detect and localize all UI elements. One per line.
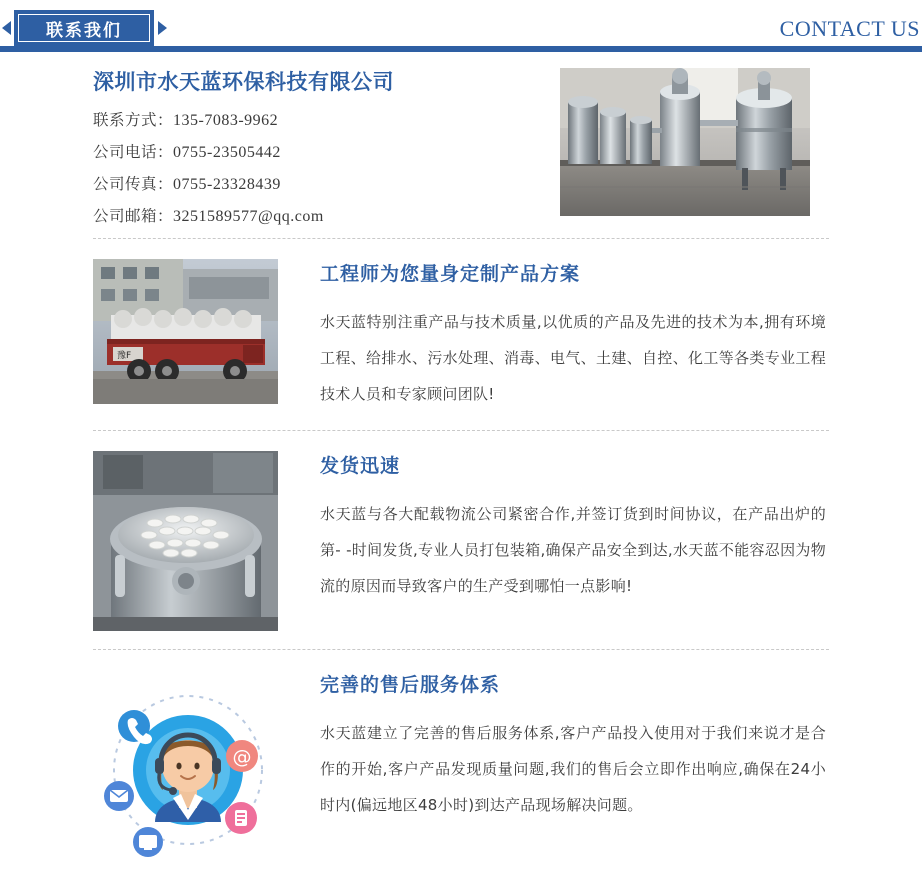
header-english-title: CONTACT US xyxy=(779,16,920,41)
contact-row-fax xyxy=(93,172,533,194)
facility-photo-art xyxy=(560,68,810,216)
contact-value-fax: 0755-23328439 xyxy=(173,176,281,193)
tab-inner-border xyxy=(18,14,150,42)
feature-row-fast-delivery xyxy=(0,431,922,649)
truck-photo-art xyxy=(93,259,278,404)
company-name: 深圳市水天蓝环保科技有限公司 xyxy=(93,70,394,94)
company-details xyxy=(93,66,533,236)
feature-title-custom-solution: 工程师为您量身定制产品方案 xyxy=(320,263,581,285)
contact-row-mobile xyxy=(93,108,533,130)
svg-text:豫F: 豫F xyxy=(117,351,132,361)
contact-label-fax: 公司传真： xyxy=(93,175,174,193)
feature-body-custom-solution: 水天蓝特别注重产品与技术质量,以优质的产品及先进的技术为本,拥有环境工程、给排水、污水处理、消毒、电气、土建、自控、化工等各类专业工程技术人员和专家顾问团队! xyxy=(320,313,826,403)
company-facility-photo xyxy=(560,68,810,216)
feature-photo-filter xyxy=(93,451,278,631)
contact-label-email: 公司邮箱： xyxy=(93,207,174,225)
header-underline xyxy=(0,46,922,49)
customer-service-illustration xyxy=(93,670,278,860)
page-header xyxy=(0,0,922,52)
contact-label-mobile: 联系方式： xyxy=(93,111,174,129)
svg-text:@: @ xyxy=(232,746,252,768)
filter-photo-art xyxy=(93,451,278,631)
contact-row-email xyxy=(93,204,533,226)
feature-body-after-sales: 水天蓝建立了完善的售后服务体系,客户产品投入使用对于我们来说才是合作的开始,客户产品发现质量问题,我们的售后会立即作出响应,确保在24小时内(偏远地区48小时)到达产品现场解决问题。 xyxy=(320,724,826,814)
feature-row-after-sales xyxy=(0,650,922,878)
feature-title-after-sales: 完善的售后服务体系 xyxy=(320,674,501,696)
feature-row-custom-solution xyxy=(0,239,922,430)
feature-illustration-support xyxy=(93,670,278,860)
contact-value-email: 3251589577@qq.com xyxy=(173,208,324,225)
feature-text-fast-delivery xyxy=(320,451,826,631)
tab-label: 联系我们 xyxy=(46,20,122,41)
tab-arrow-left-icon xyxy=(2,21,11,35)
feature-text-custom-solution xyxy=(320,259,826,412)
contact-us-tab[interactable] xyxy=(14,10,154,46)
feature-title-fast-delivery: 发货迅速 xyxy=(320,455,401,477)
contact-label-phone: 公司电话： xyxy=(93,143,174,161)
company-info-block xyxy=(0,52,922,238)
feature-text-after-sales xyxy=(320,670,826,860)
feature-photo-truck xyxy=(93,259,278,404)
contact-row-phone xyxy=(93,140,533,162)
contact-value-mobile: 135-7083-9962 xyxy=(173,112,279,129)
contact-value-phone: 0755-23505442 xyxy=(173,144,281,161)
tab-arrow-right-icon xyxy=(158,21,167,35)
feature-body-fast-delivery: 水天蓝与各大配载物流公司紧密合作,并签订货到时间协议，在产品出炉的第- -时间发货,专业人员打包装箱,确保产品安全到达,水天蓝不能容忍因为物流的原因而导致客户的生产受到哪怕一点影响! xyxy=(320,505,827,595)
